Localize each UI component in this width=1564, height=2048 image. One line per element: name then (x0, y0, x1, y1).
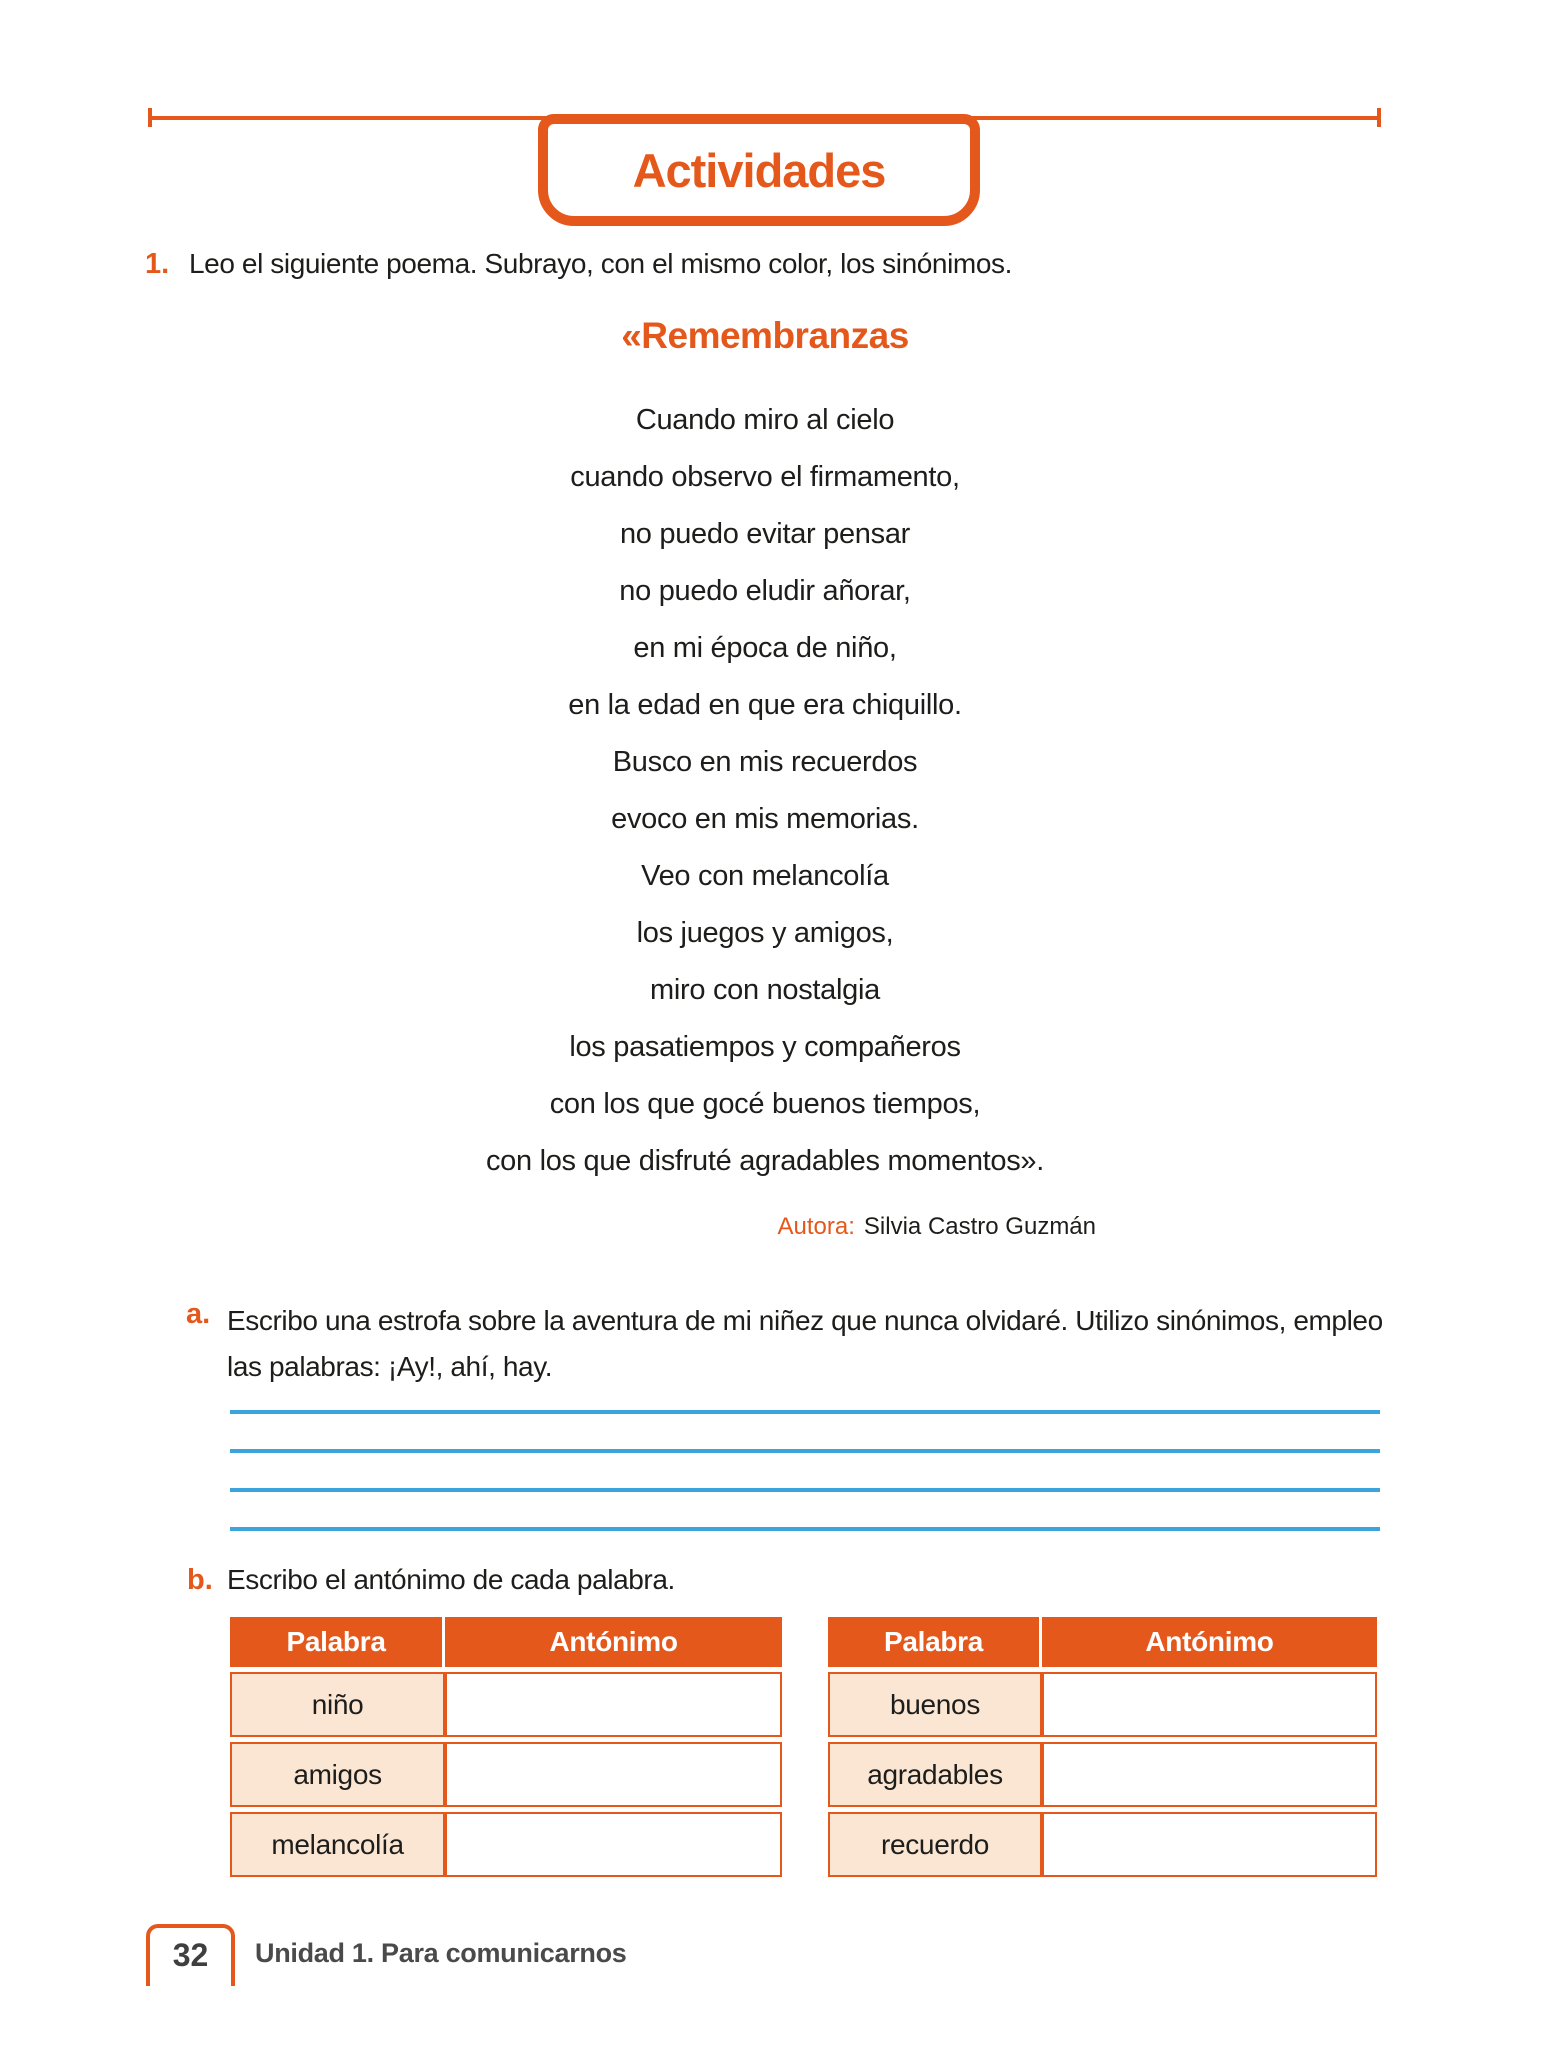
poem-line: Busco en mis recuerdos (612, 746, 918, 778)
part-a-instruction (227, 1298, 1383, 1390)
antonym-cell[interactable] (1042, 1742, 1377, 1807)
writing-line-4[interactable] (230, 1527, 1380, 1531)
writing-line-3[interactable] (230, 1488, 1380, 1492)
antonym-cell[interactable] (445, 1812, 782, 1877)
activities-banner (538, 114, 980, 226)
antonym-cell[interactable] (445, 1742, 782, 1807)
poem-line: cuando observo el firmamento, (570, 461, 960, 493)
rule-end-tick-right (1377, 108, 1381, 127)
poem-line: con los que gocé buenos tiempos, (549, 1088, 981, 1120)
header-antonimo: Antónimo (1042, 1617, 1377, 1667)
exercise-instruction: Leo el siguiente poema. Subrayo, con el mismo color, los sinónimos. (189, 248, 1012, 279)
poem-author (778, 1213, 1096, 1241)
header-palabra: Palabra (828, 1617, 1042, 1667)
author-label: Autora: (777, 1213, 855, 1240)
table-row (230, 1812, 782, 1877)
poem-line: con los que disfruté agradables momentos». (485, 1145, 1045, 1177)
word-cell: buenos (828, 1672, 1042, 1737)
header-palabra: Palabra (230, 1617, 445, 1667)
exercise-number: 1. (145, 248, 170, 280)
antonym-cell[interactable] (1042, 1672, 1377, 1737)
poem-line: en la edad en que era chiquillo. (568, 689, 962, 721)
table-row (828, 1812, 1377, 1877)
author-name: Silvia Castro Guzmán (863, 1213, 1096, 1240)
antonym-cell[interactable] (1042, 1812, 1377, 1877)
word-cell: niño (230, 1672, 445, 1737)
poem-line: miro con nostalgia (650, 974, 880, 1006)
poem-line: Veo con melancolía (641, 860, 889, 892)
word-cell: melancolía (230, 1812, 445, 1877)
poem-line: Cuando miro al cielo (635, 404, 895, 436)
rule-end-tick-left (148, 108, 152, 127)
poem-line: los pasatiempos y compañeros (569, 1031, 961, 1063)
part-a-instruction-line1: Escribo una estrofa sobre la aventura de mi niñez que nunca olvidaré. Utilizo sinónimos, empleo (227, 1305, 1383, 1336)
poem-body (230, 392, 1300, 1190)
table-row (828, 1672, 1377, 1737)
table-row (230, 1672, 782, 1737)
page-number: 32 (172, 1937, 209, 1973)
table-row (230, 1742, 782, 1807)
part-a-letter: a. (186, 1298, 211, 1330)
word-cell: agradables (828, 1742, 1042, 1807)
antonym-table-left (230, 1612, 782, 1882)
writing-line-2[interactable] (230, 1449, 1380, 1453)
antonym-cell[interactable] (445, 1672, 782, 1737)
page-number-badge (146, 1924, 235, 1986)
part-a-instruction-line2: las palabras: ¡Ay!, ahí, hay. (227, 1351, 553, 1382)
poem-line: los juegos y amigos, (636, 917, 894, 949)
poem-line: no puedo evitar pensar (619, 518, 911, 550)
part-b-letter: b. (187, 1564, 213, 1596)
table-header-row (828, 1617, 1377, 1667)
poem-line: evoco en mis memorias. (611, 803, 919, 835)
poem-title: «Remembranzas (621, 315, 909, 356)
table-row (828, 1742, 1377, 1807)
unit-label: Unidad 1. Para comunicarnos (255, 1938, 627, 1968)
table-header-row (230, 1617, 782, 1667)
antonym-table-right (828, 1612, 1377, 1882)
poem-line: no puedo eludir añorar, (619, 575, 911, 607)
header-antonimo: Antónimo (445, 1617, 782, 1667)
activities-banner-label: Actividades (632, 143, 886, 197)
poem-line: en mi época de niño, (633, 632, 897, 664)
word-cell: amigos (230, 1742, 445, 1807)
writing-line-1[interactable] (230, 1410, 1380, 1414)
word-cell: recuerdo (828, 1812, 1042, 1877)
part-b-instruction: Escribo el antónimo de cada palabra. (227, 1564, 675, 1595)
